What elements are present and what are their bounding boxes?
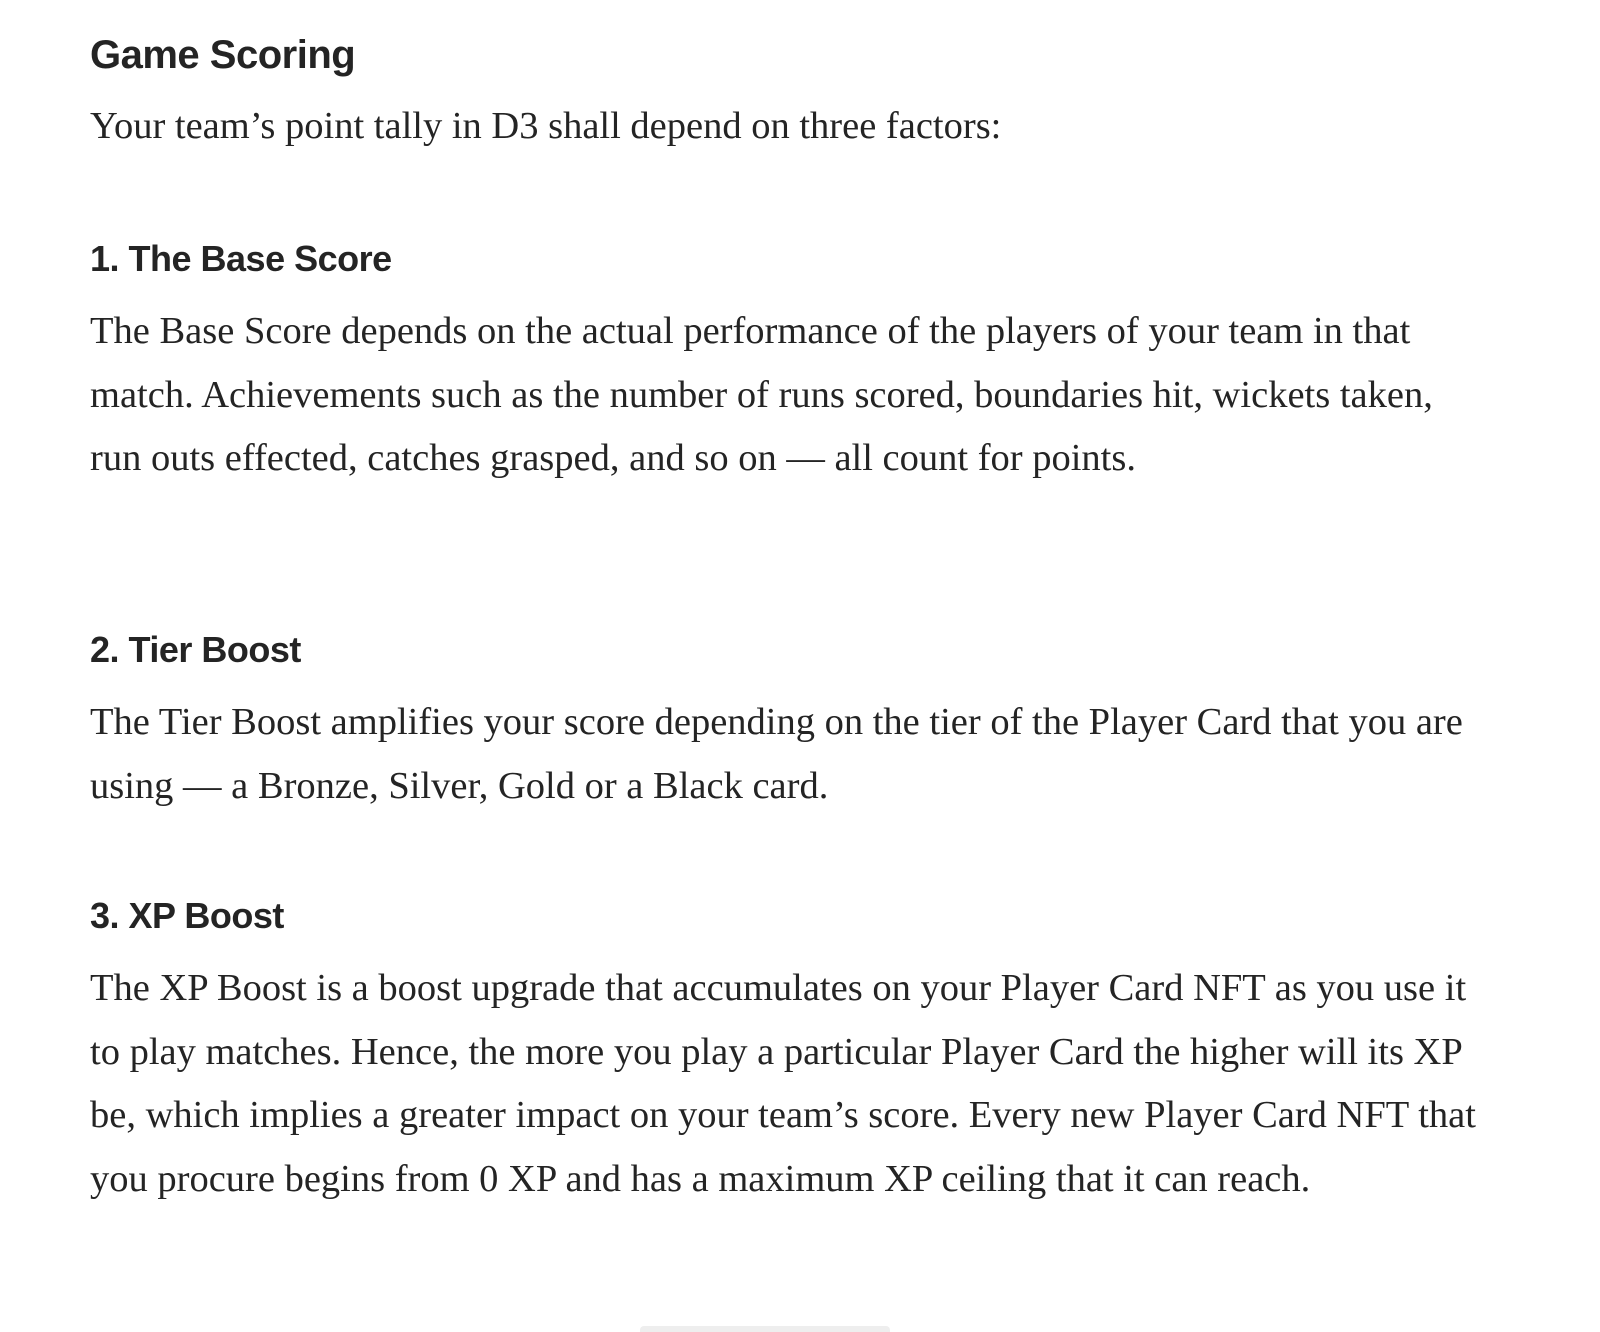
bottom-edge-tab <box>640 1326 890 1332</box>
section-body-tier-boost: The Tier Boost amplifies your score depending on the tier of the Player Card that you are using — a Bronze, Silver, Gold or a Black card. <box>90 701 1463 807</box>
article-title: Game Scoring <box>90 33 356 77</box>
section-heading-base-score: 1. The Base Score <box>90 238 392 279</box>
section-body-xp-boost: The XP Boost is a boost upgrade that accumulates on your Player Card NFT as you use it to play matches. Hence, the more you play a particular Player Card the higher will its XP be, which implies a greater impact on your team’s score. Every new Player Card NFT that you procure begins from 0 XP and has a maximum XP ceiling that it can reach. <box>90 967 1476 1200</box>
intro-paragraph: Your team’s point tally in D3 shall depend on three factors: <box>90 105 1002 147</box>
section-heading-tier-boost: 2. Tier Boost <box>90 629 301 670</box>
section-heading-xp-boost: 3. XP Boost <box>90 895 284 936</box>
section-body-base-score: The Base Score depends on the actual performance of the players of your team in that match. Achievements such as the number of runs scored, boundaries hit, wickets taken, run outs effected, catches grasped, and so on — all count for points. <box>90 310 1433 479</box>
